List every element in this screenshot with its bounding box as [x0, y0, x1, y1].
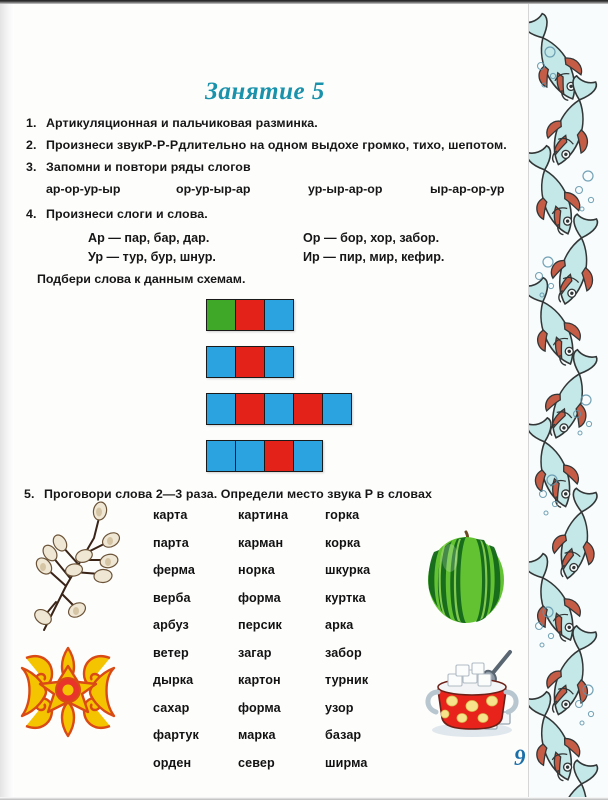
word-cell: карман: [238, 535, 284, 550]
syllable-series-1: ар-ор-ур-ыр: [46, 182, 121, 196]
word-cell: картина: [238, 508, 289, 522]
sugar-bowl-illustration: [420, 646, 520, 740]
task-item-4: [26, 207, 208, 221]
willow-branch-illustration: [22, 498, 134, 634]
word-cell: персик: [238, 618, 282, 632]
word-row: [153, 508, 403, 536]
sound-scheme-row-1: [206, 299, 294, 331]
page-title: Занятие 5: [205, 78, 325, 105]
syllable-series-3: ур-ыр-ар-ор: [308, 182, 383, 196]
scheme-cell-blue: [207, 394, 236, 424]
word-row: [153, 701, 403, 729]
task-number-4: 4.: [26, 207, 37, 221]
scheme-cell-red: [294, 394, 323, 424]
scheme-cell-red: [236, 300, 265, 330]
task-item-2: [26, 138, 507, 152]
word-cell: ферма: [153, 563, 196, 577]
scheme-cell-blue: [207, 441, 236, 471]
watermelon-illustration: [418, 528, 514, 626]
scheme-cell-blue: [236, 441, 265, 471]
word-cell: ширма: [325, 755, 368, 770]
khokhloma-ornament-illustration: [12, 638, 124, 744]
task-item-3: [26, 160, 251, 174]
word-cell: марка: [238, 728, 276, 742]
syllable-word-pairs: [88, 229, 518, 267]
word-cell: картон: [238, 673, 281, 687]
word-cell: форма: [238, 590, 281, 605]
syllable-word-pair-or: Ор — бор, хор, забор.: [303, 231, 440, 245]
fish-border-decoration: [528, 0, 608, 800]
scheme-cell-blue: [207, 347, 236, 377]
word-row: [153, 563, 403, 591]
task-text-2-sound: Р-Р-Р: [143, 138, 179, 152]
word-cell: парта: [153, 535, 189, 550]
scheme-instruction: Подбери слова к данным схемам.: [37, 272, 246, 286]
task-number-5: 5.: [24, 487, 35, 501]
scheme-cell-blue: [294, 441, 322, 471]
page-number: 9: [514, 745, 526, 770]
task-text-1: Артикуляционная и пальчиковая разминка.: [46, 116, 318, 130]
word-cell: дырка: [153, 673, 194, 687]
border-divider-line: [528, 0, 529, 800]
sound-scheme-row-3: [206, 393, 352, 425]
task-number-1: 1.: [26, 116, 37, 130]
word-cell: забор: [325, 645, 362, 660]
word-cell: арка: [325, 618, 354, 632]
task-text-4: Произнеси слоги и слова.: [46, 207, 208, 221]
sound-scheme-row-4: [206, 440, 323, 472]
scheme-cell-blue: [265, 394, 294, 424]
word-cell: горка: [325, 508, 360, 522]
word-row: [153, 536, 403, 564]
scheme-cell-green: [207, 300, 236, 330]
scheme-cell-red: [265, 441, 294, 471]
syllable-word-pair-ar: Ар — пар, бар, дар.: [88, 231, 210, 245]
word-row: [153, 673, 403, 701]
word-cell: фартук: [153, 728, 199, 742]
word-cell: форма: [238, 700, 281, 715]
task-text-5: Проговори слова 2—3 раза. Определи место звука Р в словах: [44, 487, 432, 501]
word-cell: шкурка: [325, 563, 371, 577]
word-cell: корка: [325, 535, 361, 550]
word-cell: куртка: [325, 590, 366, 605]
syllable-word-pair-ur: Ур — тур, бур, шнур.: [88, 250, 216, 264]
word-row: [153, 728, 403, 756]
task-text-2-after: длительно на одном выдохе громко, тихо, шепотом.: [178, 138, 507, 152]
syllable-series-4: ыр-ар-ор-ур: [430, 182, 505, 196]
scan-top-edge: [0, 0, 608, 4]
syllable-word-pair-ir: Ир — пир, мир, кефир.: [303, 250, 445, 264]
word-cell: узор: [325, 700, 354, 715]
scheme-cell-red: [236, 347, 265, 377]
word-cell: арбуз: [153, 618, 189, 632]
task-item-1: [26, 116, 318, 130]
word-cell: верба: [153, 590, 191, 605]
word-cell: север: [238, 755, 275, 770]
scheme-cell-blue: [265, 347, 293, 377]
word-cell: базар: [325, 728, 362, 742]
syllable-word-pair-row: [88, 248, 518, 267]
task-text-2-before: Произнеси звук: [46, 138, 144, 152]
word-cell: карта: [153, 508, 188, 522]
word-row: [153, 756, 403, 784]
task-number-2: 2.: [26, 138, 37, 152]
scheme-cell-blue: [265, 300, 293, 330]
word-row: [153, 646, 403, 674]
word-cell: загар: [238, 645, 272, 660]
syllable-series-row: [46, 182, 516, 196]
task-text-3: Запомни и повтори ряды слогов: [46, 160, 251, 174]
task-number-3: 3.: [26, 160, 37, 174]
sound-scheme-row-2: [206, 346, 294, 378]
syllable-word-pair-row: [88, 229, 518, 248]
word-cell: орден: [153, 755, 192, 770]
sound-scheme-diagrams: [206, 299, 352, 487]
syllable-series-2: ор-ур-ыр-ар: [176, 182, 251, 196]
word-cell: сахар: [153, 700, 190, 715]
word-row: [153, 618, 403, 646]
word-cell: норка: [238, 563, 275, 577]
scheme-cell-blue: [323, 394, 351, 424]
word-row: [153, 591, 403, 619]
word-cell: турник: [325, 673, 369, 687]
scheme-cell-red: [236, 394, 265, 424]
practice-word-grid: [153, 508, 403, 783]
word-cell: ветер: [153, 645, 189, 660]
